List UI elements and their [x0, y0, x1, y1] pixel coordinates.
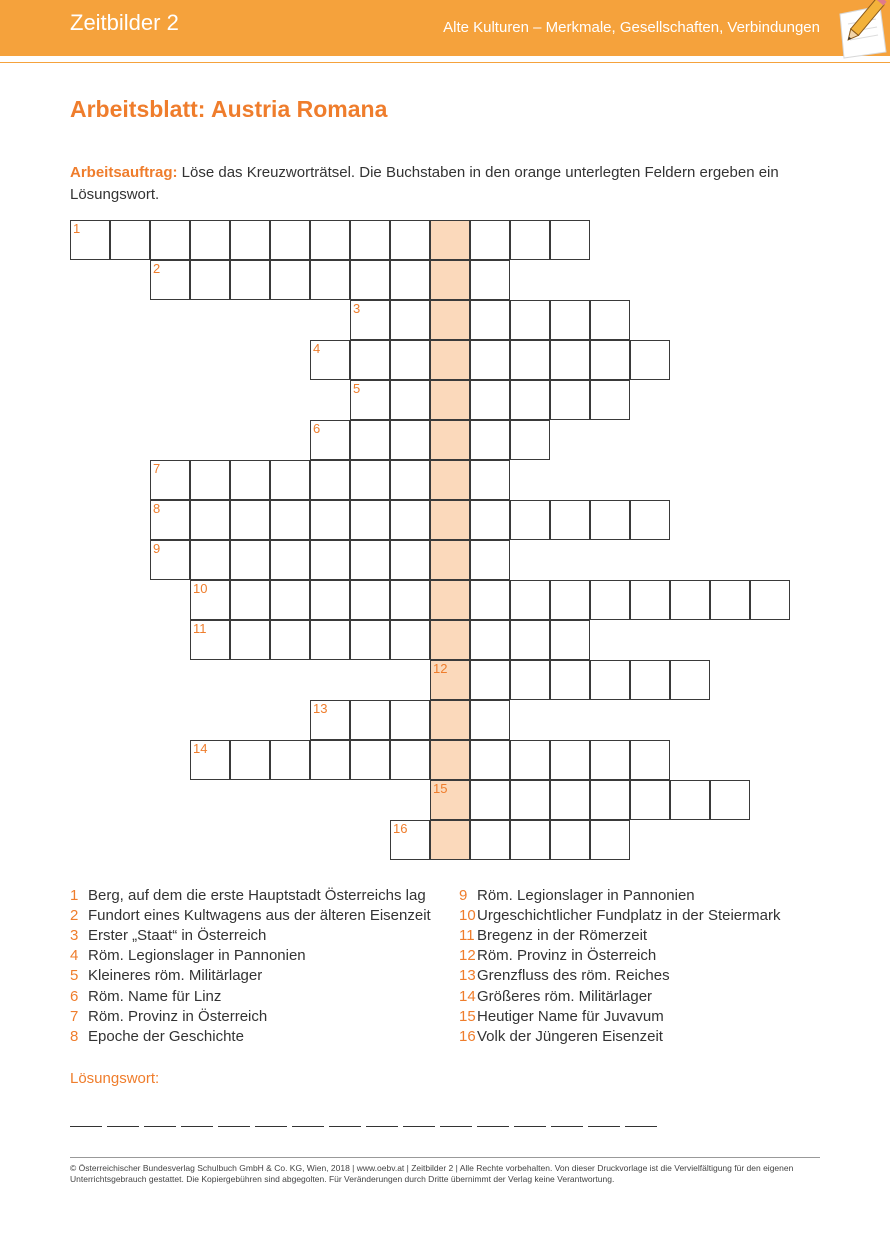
clue-number: 5	[353, 381, 361, 396]
crossword-cell[interactable]	[390, 340, 430, 380]
crossword-cell[interactable]	[470, 460, 510, 500]
crossword-cell[interactable]	[630, 780, 670, 820]
crossword-cell[interactable]	[150, 220, 190, 260]
clue-item	[459, 967, 670, 984]
crossword-cell[interactable]	[670, 580, 710, 620]
crossword-cell[interactable]	[390, 380, 430, 420]
crossword-cell[interactable]	[310, 260, 350, 300]
solution-cell[interactable]	[430, 300, 470, 340]
clue-item-text: Fundort eines Kultwagens aus der älteren Eisenzeit	[88, 907, 431, 925]
crossword-cell[interactable]	[510, 500, 550, 540]
crossword-cell[interactable]	[510, 380, 550, 420]
crossword-cell[interactable]	[550, 660, 590, 700]
crossword-cell[interactable]	[150, 260, 190, 300]
solution-cell[interactable]	[430, 220, 470, 260]
crossword-cell[interactable]	[470, 380, 510, 420]
crossword-cell[interactable]	[550, 500, 590, 540]
clue-item-text: Kleineres röm. Militärlager	[88, 967, 263, 985]
crossword-cell[interactable]	[550, 580, 590, 620]
solution-blank[interactable]	[255, 1126, 287, 1127]
crossword-cell[interactable]	[390, 260, 430, 300]
solution-blank[interactable]	[218, 1126, 250, 1127]
crossword-cell[interactable]	[470, 220, 510, 260]
clue-item-number: 4	[70, 947, 79, 965]
crossword-cell[interactable]	[190, 460, 230, 500]
clue-item-text: Epoche der Geschichte	[88, 1027, 244, 1045]
crossword-cell[interactable]	[470, 340, 510, 380]
crossword-cell[interactable]	[270, 740, 310, 780]
crossword-cell[interactable]	[390, 220, 430, 260]
crossword-cell[interactable]	[350, 460, 390, 500]
crossword-cell[interactable]	[590, 660, 630, 700]
crossword-cell[interactable]	[710, 580, 750, 620]
clue-item-number: 7	[70, 1007, 79, 1025]
clue-number: 8	[153, 501, 161, 516]
clue-item-number: 12	[459, 947, 476, 965]
clue-item	[459, 1028, 663, 1045]
solution-cell[interactable]	[430, 460, 470, 500]
crossword-cell[interactable]	[590, 820, 630, 860]
crossword-cell[interactable]	[350, 260, 390, 300]
clue-item-text: Urgeschichtlicher Fundplatz in der Steiermark	[477, 907, 781, 925]
clue-item-text: Röm. Provinz in Österreich	[477, 947, 657, 965]
crossword-cell[interactable]	[350, 300, 390, 340]
clue-number: 13	[313, 701, 328, 716]
solution-cell[interactable]	[430, 620, 470, 660]
clue-number: 14	[193, 741, 208, 756]
crossword-cell[interactable]	[550, 780, 590, 820]
header-divider	[0, 62, 890, 63]
crossword-cell[interactable]	[630, 340, 670, 380]
crossword-cell[interactable]	[670, 780, 710, 820]
crossword-cell[interactable]	[630, 740, 670, 780]
crossword-cell[interactable]	[590, 500, 630, 540]
crossword-cell[interactable]	[710, 780, 750, 820]
crossword-cell[interactable]	[230, 260, 270, 300]
solution-blank[interactable]	[181, 1126, 213, 1127]
crossword-cell[interactable]	[510, 300, 550, 340]
clue-number: 3	[353, 301, 361, 316]
solution-blank[interactable]	[144, 1126, 176, 1127]
solution-blank[interactable]	[107, 1126, 139, 1127]
crossword-cell[interactable]	[190, 260, 230, 300]
clue-item-text: Heutiger Name für Juvavum	[477, 1007, 664, 1025]
solution-cell[interactable]	[430, 260, 470, 300]
clue-number: 7	[153, 461, 161, 476]
crossword-cell[interactable]	[310, 420, 350, 460]
crossword-cell[interactable]	[470, 300, 510, 340]
crossword-cell[interactable]	[230, 620, 270, 660]
clue-number: 4	[313, 341, 321, 356]
crossword-cell[interactable]	[310, 540, 350, 580]
clue-number: 9	[153, 541, 161, 556]
clue-item-text: Bregenz in der Römerzeit	[477, 927, 648, 945]
crossword-cell[interactable]	[550, 620, 590, 660]
solution-cell[interactable]	[430, 740, 470, 780]
clue-item	[70, 947, 306, 964]
footer-divider	[70, 1157, 820, 1158]
crossword-cell[interactable]	[470, 500, 510, 540]
crossword-cell[interactable]	[350, 220, 390, 260]
clue-item-number: 9	[459, 887, 468, 904]
clue-item-number: 6	[70, 987, 79, 1005]
crossword-cell[interactable]	[70, 220, 110, 260]
solution-cell[interactable]	[430, 660, 470, 700]
clue-item-number: 5	[70, 967, 79, 985]
solution-cell[interactable]	[430, 380, 470, 420]
crossword-cell[interactable]	[390, 740, 430, 780]
solution-blank[interactable]	[514, 1126, 546, 1127]
crossword-cell[interactable]	[310, 460, 350, 500]
pencil-paper-icon	[832, 0, 890, 60]
clue-item	[459, 988, 652, 1005]
solution-blank[interactable]	[70, 1126, 102, 1127]
crossword-cell[interactable]	[510, 220, 550, 260]
crossword-cell[interactable]	[470, 620, 510, 660]
crossword-cell[interactable]	[350, 580, 390, 620]
crossword-cell[interactable]	[230, 540, 270, 580]
crossword-cell[interactable]	[310, 740, 350, 780]
clue-item-text: Röm. Provinz in Österreich	[88, 1007, 268, 1025]
solution-cell[interactable]	[430, 500, 470, 540]
solution-cell[interactable]	[430, 780, 470, 820]
crossword-cell[interactable]	[350, 340, 390, 380]
crossword-cell[interactable]	[230, 220, 270, 260]
clue-item-number: 2	[70, 907, 79, 925]
crossword-cell[interactable]	[270, 460, 310, 500]
crossword-cell[interactable]	[510, 620, 550, 660]
solution-blank[interactable]	[551, 1126, 583, 1127]
crossword-cell[interactable]	[630, 660, 670, 700]
crossword-cell[interactable]	[350, 620, 390, 660]
solution-blank[interactable]	[588, 1126, 620, 1127]
clue-item	[70, 927, 266, 944]
crossword-cell[interactable]	[350, 420, 390, 460]
crossword-cell[interactable]	[190, 500, 230, 540]
crossword-cell[interactable]	[630, 580, 670, 620]
solution-cell[interactable]	[430, 700, 470, 740]
crossword-cell[interactable]	[350, 740, 390, 780]
crossword-cell[interactable]	[390, 580, 430, 620]
crossword-cell[interactable]	[590, 340, 630, 380]
crossword-cell[interactable]	[310, 620, 350, 660]
clue-item	[70, 1008, 267, 1025]
crossword-cell[interactable]	[390, 620, 430, 660]
clue-number: 6	[313, 421, 321, 436]
crossword-cell[interactable]	[190, 220, 230, 260]
clue-item	[70, 887, 426, 904]
header-subtitle: Alte Kulturen – Merkmale, Gesellschaften, Verbindungen	[443, 19, 820, 36]
crossword-cell[interactable]	[110, 220, 150, 260]
clue-item-number: 11	[459, 927, 475, 945]
crossword-cell[interactable]	[390, 460, 430, 500]
copyright-footer: © Österreichischer Bundesverlag Schulbuch GmbH & Co. KG, Wien, 2018 | www.oebv.at | Zeitbilder 2 | Alle Rechte vorbehalten. Von dieser Druckvorlage ist die Vervielfältigung für den eigenen Unterrichtsgebrauch gestattet. Die Kopiergebühren sind abgegolten. Für Veränderungen durch Dritte übernimmt der Verlag keine Verantwortung.	[70, 1163, 794, 1184]
crossword-cell[interactable]	[310, 500, 350, 540]
crossword-cell[interactable]	[510, 820, 550, 860]
clue-number: 1	[73, 221, 81, 236]
clue-item	[459, 887, 695, 904]
crossword-cell[interactable]	[510, 340, 550, 380]
crossword-cell[interactable]	[150, 460, 190, 500]
crossword-cell[interactable]	[510, 660, 550, 700]
solution-blank[interactable]	[477, 1126, 509, 1127]
crossword-cell[interactable]	[590, 740, 630, 780]
crossword-cell[interactable]	[150, 500, 190, 540]
clue-item	[459, 927, 647, 944]
crossword-cell[interactable]	[590, 580, 630, 620]
task-instruction	[70, 162, 815, 206]
crossword-cell[interactable]	[350, 700, 390, 740]
crossword-cell[interactable]	[550, 820, 590, 860]
solution-blank[interactable]	[292, 1126, 324, 1127]
crossword-cell[interactable]	[670, 660, 710, 700]
crossword-cell[interactable]	[310, 220, 350, 260]
solution-blank[interactable]	[440, 1126, 472, 1127]
crossword-cell[interactable]	[350, 380, 390, 420]
crossword-cell[interactable]	[190, 740, 230, 780]
crossword-cell[interactable]	[310, 340, 350, 380]
clue-item-number: 10	[459, 907, 476, 925]
clue-item	[70, 907, 431, 924]
clue-item-text: Größeres röm. Militärlager	[477, 987, 653, 1005]
solution-cell[interactable]	[430, 820, 470, 860]
solution-cell[interactable]	[430, 580, 470, 620]
crossword-cell[interactable]	[510, 740, 550, 780]
clue-item-number: 15	[459, 1007, 476, 1025]
clue-number: 12	[433, 661, 448, 676]
clue-item-number: 1	[70, 887, 79, 904]
crossword-cell[interactable]	[470, 700, 510, 740]
clue-item	[459, 1008, 664, 1025]
crossword-cell[interactable]	[390, 300, 430, 340]
crossword-cell[interactable]	[470, 740, 510, 780]
clue-number: 2	[153, 261, 161, 276]
clue-item-text: Erster „Staat“ in Österreich	[88, 927, 267, 945]
clue-item	[70, 1028, 244, 1045]
crossword-cell[interactable]	[150, 540, 190, 580]
crossword-cell[interactable]	[550, 380, 590, 420]
crossword-cell[interactable]	[230, 580, 270, 620]
clue-number: 10	[193, 581, 208, 596]
solution-cell[interactable]	[430, 340, 470, 380]
crossword-cell[interactable]	[190, 580, 230, 620]
book-title: Zeitbilder 2	[70, 10, 179, 35]
solution-label: Lösungswort:	[70, 1070, 160, 1087]
crossword-cell[interactable]	[230, 460, 270, 500]
clue-number: 15	[433, 781, 448, 796]
crossword-cell[interactable]	[550, 220, 590, 260]
crossword-cell[interactable]	[270, 220, 310, 260]
clue-item-number: 16	[459, 1027, 476, 1045]
crossword-cell[interactable]	[390, 500, 430, 540]
clue-item-number: 3	[70, 927, 79, 945]
crossword-cell[interactable]	[470, 540, 510, 580]
crossword-cell[interactable]	[590, 780, 630, 820]
crossword-cell[interactable]	[270, 500, 310, 540]
crossword-cell[interactable]	[470, 820, 510, 860]
crossword-cell[interactable]	[390, 540, 430, 580]
solution-blank[interactable]	[329, 1126, 361, 1127]
clue-item	[70, 967, 262, 984]
clue-item-text: Röm. Legionslager in Pannonien	[477, 887, 695, 904]
crossword-cell[interactable]	[190, 620, 230, 660]
page-title: Arbeitsblatt: Austria Romana	[70, 96, 388, 122]
crossword-cell[interactable]	[510, 580, 550, 620]
clue-item-text: Berg, auf dem die erste Hauptstadt Österreichs lag	[88, 887, 426, 904]
solution-blank[interactable]	[366, 1126, 398, 1127]
crossword-cell[interactable]	[750, 580, 790, 620]
crossword-cell[interactable]	[390, 820, 430, 860]
crossword-cell[interactable]	[470, 260, 510, 300]
clue-number: 11	[193, 621, 207, 636]
clue-item	[459, 947, 656, 964]
crossword-cell[interactable]	[590, 300, 630, 340]
crossword-cell[interactable]	[310, 700, 350, 740]
crossword-cell[interactable]	[470, 420, 510, 460]
crossword-cell[interactable]	[390, 700, 430, 740]
clue-item-text: Grenzfluss des röm. Reiches	[477, 967, 670, 985]
task-text: Löse das Kreuzworträtsel. Die Buchstaben in den orange unterlegten Feldern ergeben ein Lösungswort.	[70, 164, 779, 203]
crossword-cell[interactable]	[470, 580, 510, 620]
crossword-cell[interactable]	[470, 660, 510, 700]
crossword-cell[interactable]	[350, 500, 390, 540]
solution-blank[interactable]	[403, 1126, 435, 1127]
task-label: Arbeitsauftrag:	[70, 164, 178, 181]
clue-item	[459, 907, 780, 924]
solution-blank[interactable]	[625, 1126, 657, 1127]
crossword-cell[interactable]	[550, 740, 590, 780]
crossword-cell[interactable]	[270, 620, 310, 660]
crossword-cell[interactable]	[270, 540, 310, 580]
crossword-cell[interactable]	[310, 580, 350, 620]
crossword-cell[interactable]	[270, 580, 310, 620]
clue-item-text: Röm. Legionslager in Pannonien	[88, 947, 306, 965]
crossword-cell[interactable]	[470, 780, 510, 820]
crossword-cell[interactable]	[270, 260, 310, 300]
crossword-cell[interactable]	[350, 540, 390, 580]
crossword-cell[interactable]	[550, 340, 590, 380]
clue-item-number: 8	[70, 1027, 79, 1045]
page-header	[0, 0, 890, 56]
crossword-cell[interactable]	[550, 300, 590, 340]
solution-cell[interactable]	[430, 540, 470, 580]
clue-number: 16	[393, 821, 408, 836]
clue-item-number: 14	[459, 987, 476, 1005]
clue-item	[70, 988, 221, 1005]
crossword-cell[interactable]	[510, 420, 550, 460]
crossword-cell[interactable]	[190, 540, 230, 580]
clue-item-text: Volk der Jüngeren Eisenzeit	[477, 1027, 663, 1045]
crossword-cell[interactable]	[390, 420, 430, 460]
clue-item-number: 13	[459, 967, 476, 985]
clue-item-text: Röm. Name für Linz	[88, 987, 222, 1005]
crossword-cell[interactable]	[510, 780, 550, 820]
crossword-cell[interactable]	[630, 500, 670, 540]
crossword-cell[interactable]	[230, 740, 270, 780]
crossword-cell[interactable]	[590, 380, 630, 420]
crossword-cell[interactable]	[230, 500, 270, 540]
solution-cell[interactable]	[430, 420, 470, 460]
